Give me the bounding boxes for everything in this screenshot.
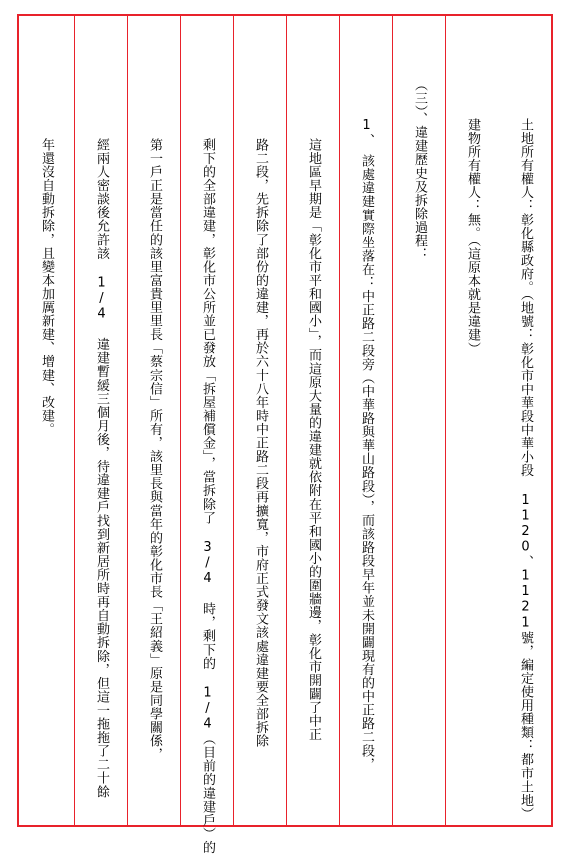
text-column (180, 14, 233, 854)
column-divider (445, 14, 446, 827)
text-column (392, 14, 445, 827)
column-text: 剩下的全部違建，彰化市公所並已發放「拆屋補償金」，當拆除了 3/4 時，剩下的 1/4（目前的違建戶）的 (200, 138, 215, 854)
column-divider (339, 14, 340, 827)
column-text: 土地所有權人：彰化縣政府。（地號：彰化市中華段中華小段 1120、1121號，編定使用種類：都市土地） (518, 118, 533, 821)
column-text: 這地區早期是「彰化市平和國小」，而這原大量的違建就依附在平和國小的圍牆邊，彰化市開闢了中正 (306, 138, 321, 742)
column-divider (74, 14, 75, 827)
column-divider (392, 14, 393, 827)
column-text: 建物所有權人：無。（這原本就是違建） (465, 118, 480, 356)
column-divider (127, 14, 128, 827)
text-column (19, 14, 74, 827)
column-text: 路二段，先拆除了部份的違建，再於六十八年時中正路二段再擴寬，市府正式發文該處違建要全部拆除 (253, 138, 268, 748)
text-column (445, 14, 498, 827)
text-column (233, 14, 286, 827)
column-text: 1、 該處違建實際坐落在：中正路二段旁（中華路與華山路段），而該路段早年並未開闢現有的中正路二段， (359, 118, 374, 771)
column-text: 經兩人密談後允許該 1/4 違建暫緩三個月後，待違建戶找到新居所時再自動拆除，但這一拖拖了二十餘 (94, 138, 109, 799)
section-heading: （三）、違建歷史及拆除過程： (412, 78, 427, 262)
text-column (286, 14, 339, 827)
text-column (74, 14, 127, 827)
text-column (498, 14, 551, 827)
column-text: 年還沒自動拆除，且變本加厲新建、增建、改建。 (39, 138, 54, 437)
column-divider (286, 14, 287, 827)
text-column (339, 14, 392, 827)
column-text: 第一戶正是當任的該里富貴里里長「蔡宗信」所有，該里長與當年的彰化市長「王紹義」原是同學關係， (147, 138, 162, 762)
column-divider (233, 14, 234, 827)
text-column (127, 14, 180, 827)
column-divider (180, 14, 181, 827)
